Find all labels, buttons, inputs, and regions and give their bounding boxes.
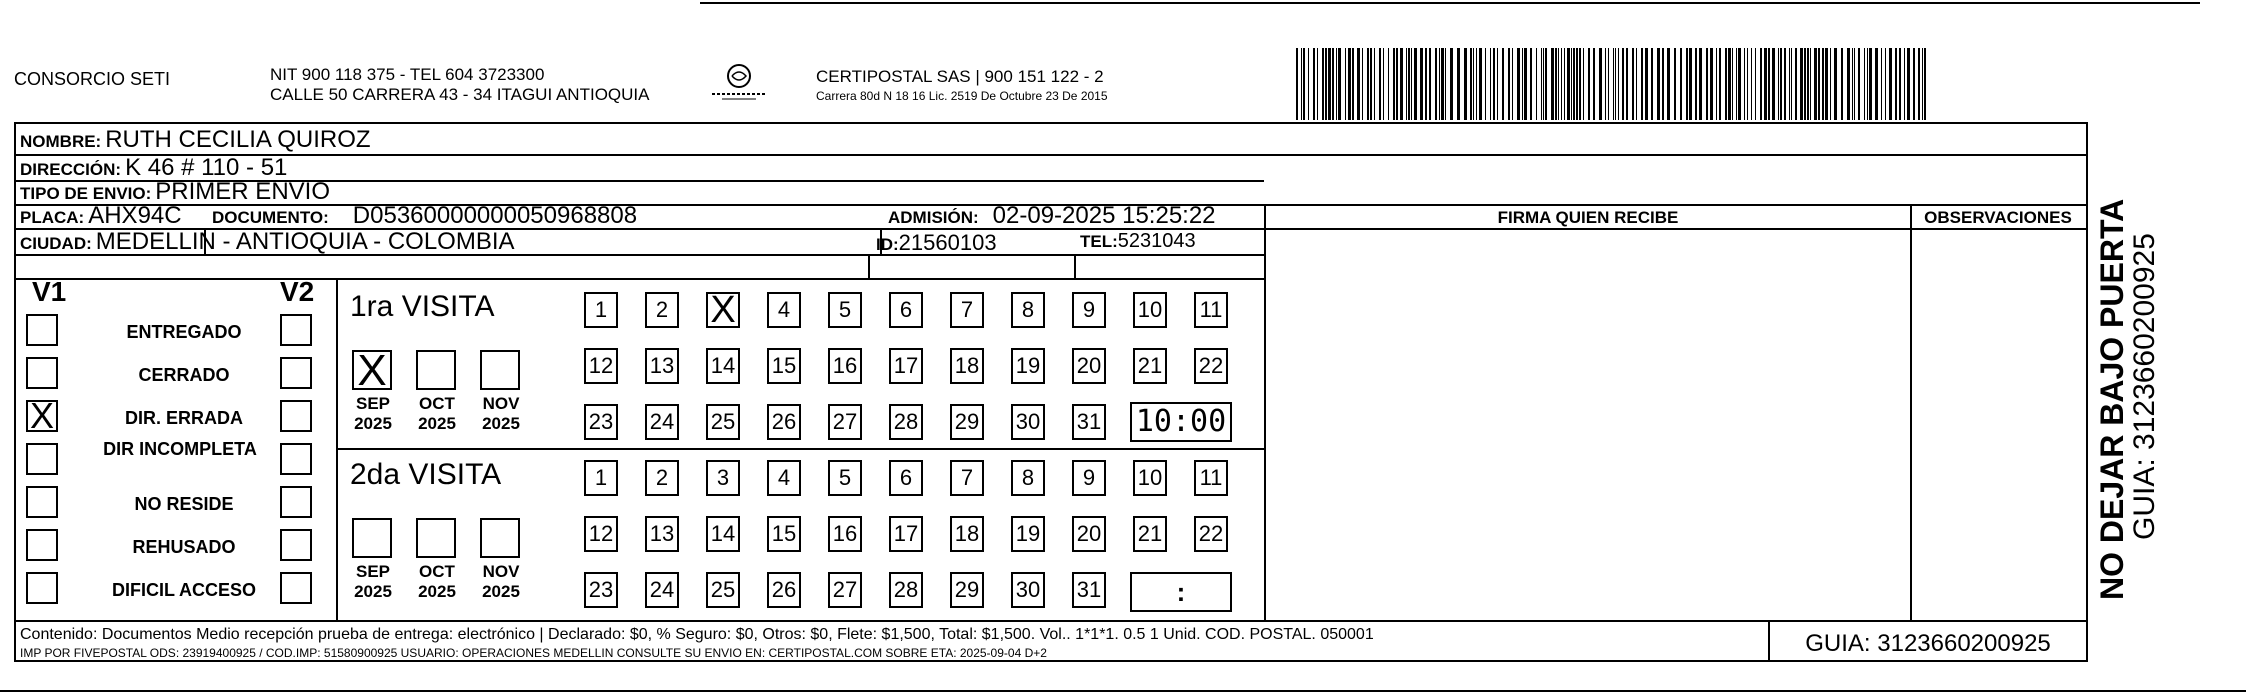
day-31[interactable]: 31 bbox=[1072, 572, 1106, 608]
month-label: NOV 2025 bbox=[482, 562, 520, 601]
day-11[interactable]: 11 bbox=[1194, 292, 1228, 328]
certipostal-line-1: CERTIPOSTAL SAS | 900 151 122 - 2 bbox=[816, 67, 1104, 86]
day-13[interactable]: 13 bbox=[645, 516, 679, 552]
direccion-value: K 46 # 110 - 51 bbox=[125, 154, 288, 181]
v2-checkbox-1[interactable] bbox=[280, 357, 312, 389]
day-26[interactable]: 26 bbox=[767, 404, 801, 440]
day-29[interactable]: 29 bbox=[950, 404, 984, 440]
month-checkbox-oct[interactable] bbox=[416, 350, 456, 390]
documento-value: D05360000000050968808 bbox=[352, 202, 638, 229]
id-value: 21560103 bbox=[898, 230, 997, 255]
day-25[interactable]: 25 bbox=[706, 572, 740, 608]
ciudad-field bbox=[20, 228, 515, 256]
day-5[interactable]: 5 bbox=[828, 292, 862, 328]
tel-value: 5231043 bbox=[1117, 230, 1196, 252]
day-11[interactable]: 11 bbox=[1194, 460, 1228, 496]
month-label: OCT 2025 bbox=[418, 562, 456, 601]
visit2-title: 2da VISITA bbox=[350, 458, 502, 491]
v2-label: V2 bbox=[280, 276, 315, 307]
visit2-time-box[interactable]: : bbox=[1130, 572, 1232, 612]
barcode bbox=[1296, 48, 1932, 120]
day-6[interactable]: 6 bbox=[889, 460, 923, 496]
x-mark: X bbox=[29, 395, 54, 436]
tipo-envio-value: PRIMER ENVIO bbox=[155, 178, 330, 205]
id-label: ID: bbox=[876, 235, 899, 254]
day-17[interactable]: 17 bbox=[889, 348, 923, 384]
day-8[interactable]: 8 bbox=[1011, 460, 1045, 496]
visit1-title: 1ra VISITA bbox=[350, 290, 495, 323]
day-12[interactable]: 12 bbox=[584, 348, 618, 384]
month-checkbox-nov[interactable] bbox=[480, 350, 520, 390]
day-26[interactable]: 26 bbox=[767, 572, 801, 608]
v1-label: V1 bbox=[32, 276, 67, 307]
day-18[interactable]: 18 bbox=[950, 348, 984, 384]
day-19[interactable]: 19 bbox=[1011, 348, 1045, 384]
day-6[interactable]: 6 bbox=[889, 292, 923, 328]
day-8[interactable]: 8 bbox=[1011, 292, 1045, 328]
day-22[interactable]: 22 bbox=[1194, 516, 1228, 552]
day-24[interactable]: 24 bbox=[645, 572, 679, 608]
day-21[interactable]: 21 bbox=[1133, 348, 1167, 384]
day-4[interactable]: 4 bbox=[767, 460, 801, 496]
day-7[interactable]: 7 bbox=[950, 292, 984, 328]
top-rule bbox=[700, 2, 2200, 4]
day-16[interactable]: 16 bbox=[828, 348, 862, 384]
day-27[interactable]: 27 bbox=[828, 572, 862, 608]
month-label: OCT 2025 bbox=[418, 394, 456, 433]
v1-checkbox-1[interactable] bbox=[26, 357, 58, 389]
bottom-rule bbox=[0, 690, 2246, 692]
month-label: SEP 2025 bbox=[354, 562, 392, 601]
status-label: CERRADO bbox=[138, 365, 230, 385]
v2-checkbox-3[interactable] bbox=[280, 443, 312, 475]
side-warning: NO DEJAR BAJO PUERTA bbox=[2094, 198, 2130, 600]
footer-line-2: IMP POR FIVEPOSTAL ODS: 23919400925 / COD.IMP: 51580900925 USUARIO: OPERACIONES MEDELLIN CONSULTE SU ENVIO EN: CERTIPOSTAL.COM SOBRE ETA: 2025-09-04 D+2 bbox=[20, 646, 1047, 660]
status-label: REHUSADO bbox=[132, 537, 236, 557]
day-22[interactable]: 22 bbox=[1194, 348, 1228, 384]
day-30[interactable]: 30 bbox=[1011, 404, 1045, 440]
day-14[interactable]: 14 bbox=[706, 348, 740, 384]
month-checkbox-nov[interactable] bbox=[480, 518, 520, 558]
status-label: DIFICIL ACCESO bbox=[111, 580, 256, 600]
v1-checkbox-2[interactable] bbox=[26, 395, 58, 436]
x-mark: X bbox=[710, 289, 736, 331]
nit-line-2: CALLE 50 CARRERA 43 - 34 ITAGUI ANTIOQUIA bbox=[270, 85, 650, 104]
v2-checkbox-0[interactable] bbox=[280, 314, 312, 346]
day-28[interactable]: 28 bbox=[889, 572, 923, 608]
day-9[interactable]: 9 bbox=[1072, 460, 1106, 496]
certipostal-logo-icon bbox=[708, 62, 770, 104]
ciudad-label: CIUDAD: bbox=[20, 234, 92, 253]
admision-label: ADMISIÓN: bbox=[888, 208, 979, 227]
day-15[interactable]: 15 bbox=[767, 348, 801, 384]
day-17[interactable]: 17 bbox=[889, 516, 923, 552]
status-label: NO RESIDE bbox=[134, 494, 234, 514]
day-18[interactable]: 18 bbox=[950, 516, 984, 552]
admision-value: 02-09-2025 15:25:22 bbox=[992, 202, 1216, 229]
nit-line-1: NIT 900 118 375 - TEL 604 3723300 bbox=[270, 65, 545, 84]
footer-line-1: Contenido: Documentos Medio recepción prueba de entrega: electrónico | Declarado: $0, % Seguro: $0, Otros: $0, Flete: $1,500, Total: $1,500. Vol.. 1*1*1. 0.5 1 Unid. COD. POSTAL. 050001 bbox=[20, 626, 1374, 643]
day-30[interactable]: 30 bbox=[1011, 572, 1045, 608]
nombre-label: NOMBRE: bbox=[20, 132, 102, 151]
month-label: SEP 2025 bbox=[354, 394, 392, 433]
v1-checkbox-0[interactable] bbox=[26, 314, 58, 346]
day-2[interactable]: 2 bbox=[645, 460, 679, 496]
x-mark: X bbox=[357, 346, 387, 395]
v2-checkbox-6[interactable] bbox=[280, 572, 312, 604]
tipo-envio-label: TIPO DE ENVIO: bbox=[20, 184, 152, 203]
placa-value: AHX94C bbox=[88, 202, 182, 229]
placa-label: PLACA: bbox=[20, 208, 85, 227]
day-15[interactable]: 15 bbox=[767, 516, 801, 552]
day-19[interactable]: 19 bbox=[1011, 516, 1045, 552]
placa-field bbox=[20, 202, 182, 230]
day-2[interactable]: 2 bbox=[645, 292, 679, 328]
status-label: DIR INCOMPLETA bbox=[103, 439, 257, 459]
day-25[interactable]: 25 bbox=[706, 404, 740, 440]
v2-checkbox-2[interactable] bbox=[280, 400, 312, 432]
day-14[interactable]: 14 bbox=[706, 516, 740, 552]
day-9[interactable]: 9 bbox=[1072, 292, 1106, 328]
delivery-form bbox=[14, 122, 2088, 662]
side-guia: GUIA: 3123660200925 bbox=[2128, 233, 2161, 540]
day-1[interactable]: 1 bbox=[584, 460, 618, 496]
month-label: NOV 2025 bbox=[482, 394, 520, 433]
v1-checkbox-3[interactable] bbox=[26, 443, 58, 475]
day-4[interactable]: 4 bbox=[767, 292, 801, 328]
day-20[interactable]: 20 bbox=[1072, 516, 1106, 552]
tel-field bbox=[1080, 230, 1196, 253]
month-checkbox-sep[interactable] bbox=[352, 346, 392, 395]
day-7[interactable]: 7 bbox=[950, 460, 984, 496]
company-name: CONSORCIO SETI bbox=[14, 69, 171, 89]
day-13[interactable]: 13 bbox=[645, 348, 679, 384]
ciudad-value: MEDELLIN - ANTIOQUIA - COLOMBIA bbox=[95, 228, 515, 255]
footer-guia: GUIA: 3123660200925 bbox=[1805, 630, 2051, 657]
v2-checkbox-5[interactable] bbox=[280, 529, 312, 561]
v1-checkbox-4[interactable] bbox=[26, 486, 58, 518]
certipostal-line-2: Carrera 80d N 18 16 Lic. 2519 De Octubre 23 De 2015 bbox=[816, 89, 1108, 103]
visit1-time-box[interactable]: 10:00 bbox=[1130, 402, 1232, 442]
day-28[interactable]: 28 bbox=[889, 404, 923, 440]
day-29[interactable]: 29 bbox=[950, 572, 984, 608]
day-20[interactable]: 20 bbox=[1072, 348, 1106, 384]
observaciones-header: OBSERVACIONES bbox=[1924, 208, 2072, 227]
day-16[interactable]: 16 bbox=[828, 516, 862, 552]
month-checkbox-oct[interactable] bbox=[416, 518, 456, 558]
id-field bbox=[876, 230, 997, 256]
v1-checkbox-5[interactable] bbox=[26, 529, 58, 561]
day-1[interactable]: 1 bbox=[584, 292, 618, 328]
firma-header: FIRMA QUIEN RECIBE bbox=[1497, 208, 1679, 227]
day-12[interactable]: 12 bbox=[584, 516, 618, 552]
status-label: DIR. ERRADA bbox=[124, 408, 243, 428]
day-5[interactable]: 5 bbox=[828, 460, 862, 496]
v1-checkbox-6[interactable] bbox=[26, 572, 58, 604]
day-10[interactable]: 10 bbox=[1133, 460, 1167, 496]
day-23[interactable]: 23 bbox=[584, 404, 618, 440]
nombre-value: RUTH CECILIA QUIROZ bbox=[105, 126, 371, 153]
v2-checkbox-4[interactable] bbox=[280, 486, 312, 518]
documento-label: DOCUMENTO: bbox=[212, 208, 329, 227]
day-27[interactable]: 27 bbox=[828, 404, 862, 440]
day-31[interactable]: 31 bbox=[1072, 404, 1106, 440]
day-21[interactable]: 21 bbox=[1133, 516, 1167, 552]
day-3[interactable]: 3 bbox=[706, 460, 740, 496]
direccion-label: DIRECCIÓN: bbox=[20, 160, 122, 179]
status-label: ENTREGADO bbox=[126, 322, 242, 342]
admision-field bbox=[888, 202, 1216, 230]
documento-field bbox=[212, 202, 637, 230]
day-24[interactable]: 24 bbox=[645, 404, 679, 440]
day-23[interactable]: 23 bbox=[584, 572, 618, 608]
month-checkbox-sep[interactable] bbox=[352, 518, 392, 558]
nombre-row bbox=[20, 126, 371, 154]
tel-label: TEL: bbox=[1080, 232, 1118, 251]
day-10[interactable]: 10 bbox=[1133, 292, 1167, 328]
day-3[interactable] bbox=[706, 289, 740, 331]
